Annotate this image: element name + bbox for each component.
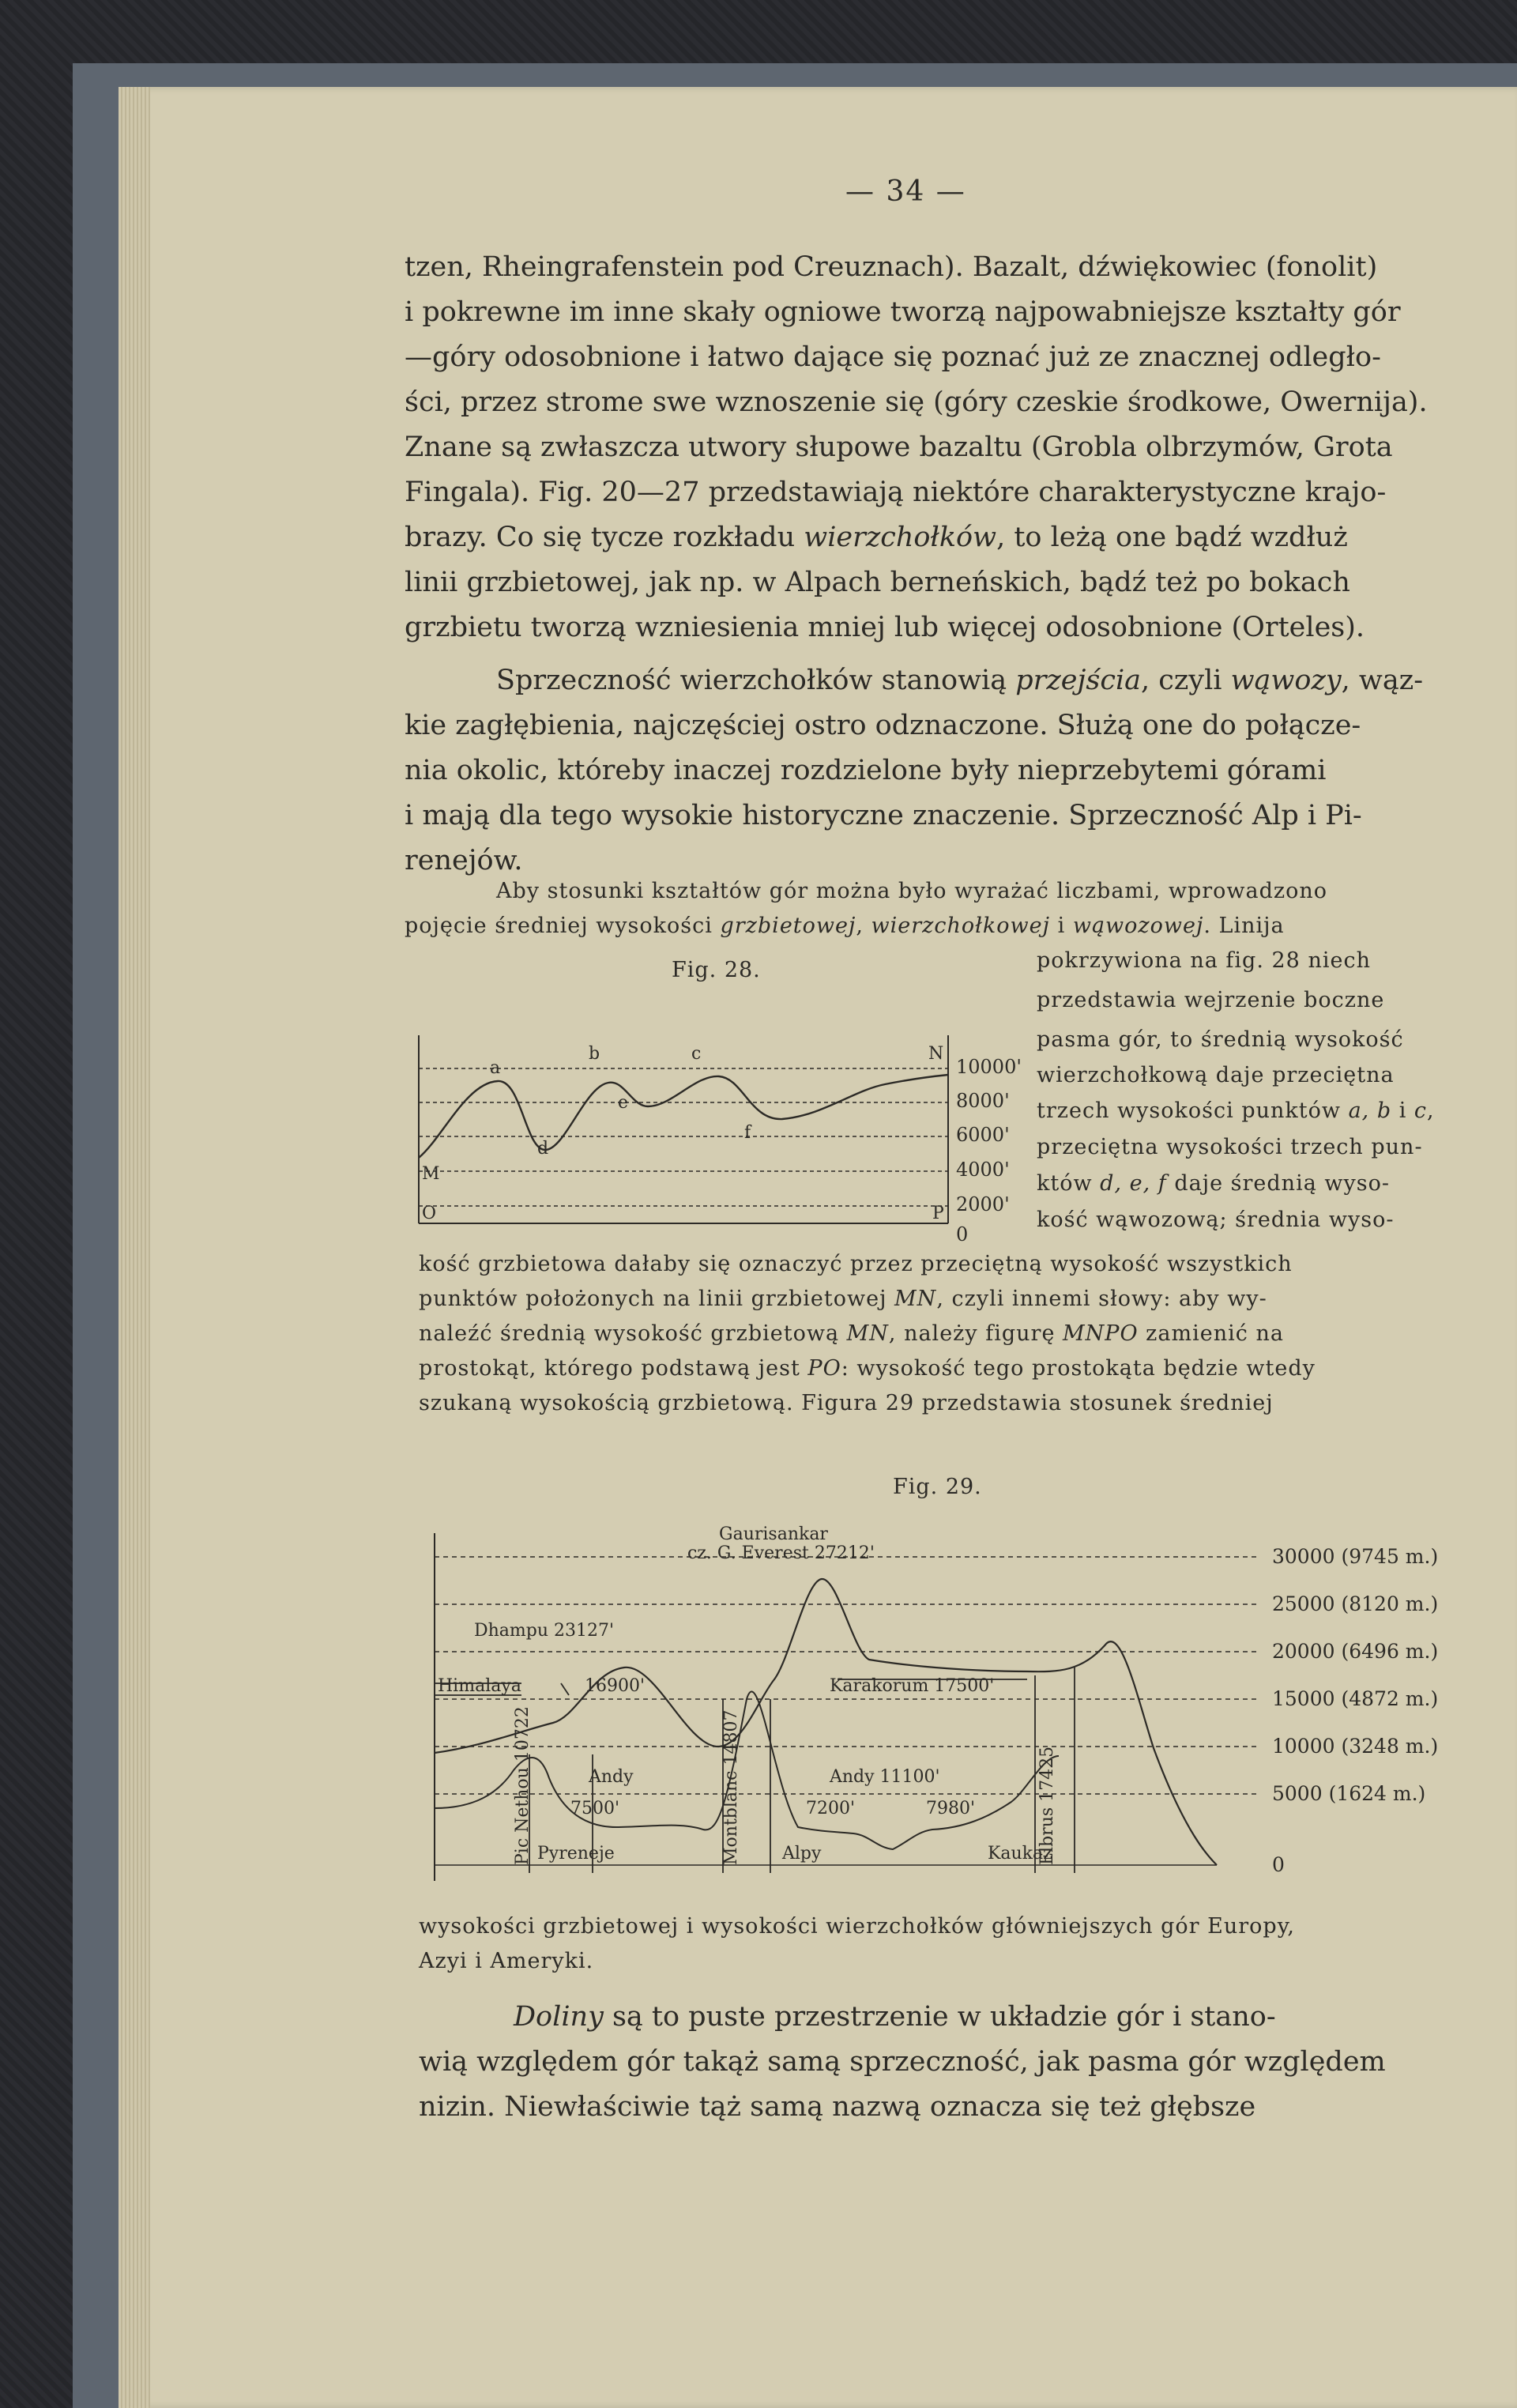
italic-term: c <box>1413 1098 1428 1123</box>
gaurisankar-label: Gaurisankar <box>719 1524 828 1544</box>
scale-label: 25000 (8120 m.) <box>1272 1592 1439 1615</box>
kaukaz-label: Kaukaz <box>988 1844 1052 1863</box>
scale-label: 10000' <box>956 1056 1022 1078</box>
text-run: naleźć średnią wysokość grzbietową <box>419 1321 847 1346</box>
paragraph-line: kie zagłębienia, najczęściej ostro odznaczone. Służą one do połącze- <box>405 710 1361 741</box>
italic-term: grzbietowej <box>720 914 856 938</box>
text-run: punktów położonych na linii grzbietowej <box>419 1287 895 1311</box>
elbrus-label: Elbrus 17425 <box>1037 1746 1057 1865</box>
paragraph-line: —góry odosobnione i łatwo dające się poznać już ze znacznej odległo- <box>405 341 1381 373</box>
paragraph-line <box>419 1321 1284 1346</box>
andy-label: Andy <box>589 1767 634 1787</box>
text-run: , <box>856 914 871 938</box>
italic-term: a, b <box>1348 1098 1392 1123</box>
point-c-label: c <box>691 1044 702 1064</box>
scale-label: 30000 (9745 m.) <box>1272 1545 1439 1568</box>
paragraph-line: pasma gór, to średnią wysokość <box>1037 1027 1404 1052</box>
paragraph-line: Azyi i Ameryki. <box>419 1949 594 1973</box>
paragraph-line: wią względem gór takąż samą sprzeczność, jak pasma gór względem <box>419 2046 1386 2078</box>
paragraph-line <box>405 914 1285 938</box>
italic-term: d, e, f <box>1100 1171 1167 1196</box>
text-run: , czyli innemi słowy: aby wy- <box>936 1287 1267 1311</box>
point-o-label: O <box>422 1204 437 1223</box>
point-d-label: d <box>537 1139 549 1159</box>
himalaya-label: Himalaya <box>438 1676 521 1696</box>
italic-term: MN <box>894 1287 937 1311</box>
text-run: i <box>1050 914 1073 938</box>
paragraph-line: ści, przez strome swe wznoszenie się (góry czeskie środkowe, Owernija). <box>405 386 1428 418</box>
text-run: trzech wysokości punktów <box>1037 1098 1349 1123</box>
text-run: : wysokość tego prostokąta będzie wtedy <box>841 1356 1316 1381</box>
scale-label: 15000 (4872 m.) <box>1272 1687 1439 1710</box>
paragraph-line <box>419 1287 1267 1311</box>
text-run: . Linija <box>1203 914 1285 938</box>
scale-label: 20000 (6496 m.) <box>1272 1640 1439 1663</box>
paragraph-line <box>405 515 1348 560</box>
text-run: pojęcie średniej wysokości <box>405 914 721 938</box>
h16900-label: 16900' <box>585 1676 646 1696</box>
fig28-caption: Fig. 28. <box>672 958 761 982</box>
paragraph-line <box>496 658 1423 703</box>
point-n-label: N <box>928 1044 944 1064</box>
paragraph-line: wysokości grzbietowej i wysokości wierzchołków główniejszych gór Europy, <box>419 1914 1295 1939</box>
italic-term: wierzchołkowej <box>871 914 1051 938</box>
point-b-label: b <box>589 1044 600 1064</box>
point-p-label: P <box>932 1204 944 1223</box>
paragraph-line: kość wąwozową; średnia wyso- <box>1037 1208 1395 1232</box>
paragraph-line: szukaną wysokością grzbietową. Figura 29 przedstawia stosunek średniej <box>419 1391 1274 1415</box>
italic-term: wąwozowej <box>1072 914 1204 938</box>
page-edges <box>119 87 150 2408</box>
italic-term: przejścia <box>1015 665 1141 696</box>
paragraph-line: nia okolic, któreby inaczej rozdzielone były nieprzebytemi górami <box>405 755 1327 786</box>
point-m-label: M <box>422 1164 440 1184</box>
text-run: , czyli <box>1141 665 1231 696</box>
scale-label: 4000' <box>956 1159 1010 1181</box>
paragraph-line: wierzchołkową daje przeciętna <box>1037 1063 1395 1087</box>
scale-label: 5000 (1624 m.) <box>1272 1782 1426 1805</box>
paragraph-line: przedstawia wejrzenie boczne <box>1037 988 1385 1012</box>
text-run: Sprzeczność wierzchołków stanowią <box>496 665 1016 696</box>
paragraph-line: nizin. Niewłaściwie tąż samą nazwą oznacza się też głębsze <box>419 2091 1256 2123</box>
point-a-label: a <box>490 1058 501 1078</box>
page-number: — 34 — <box>845 175 966 208</box>
paragraph-line: grzbietu tworzą wzniesienia mniej lub więcej odosobnione (Orteles). <box>405 612 1365 643</box>
paragraph-line: kość grzbietowa dałaby się oznaczyć przez przeciętną wysokość wszystkich <box>419 1252 1293 1276</box>
nethou-label: Pic Nethou 10722 <box>513 1706 533 1865</box>
p7980-label: 7980' <box>926 1799 976 1818</box>
paragraph-line: przeciętna wysokości trzech pun- <box>1037 1135 1423 1159</box>
scale-label: 0 <box>1272 1853 1285 1876</box>
paragraph-line: Aby stosunki kształtów gór można było wyrażać liczbami, wprowadzono <box>496 879 1328 903</box>
scale-label: 8000' <box>956 1090 1010 1112</box>
fig29-diagram <box>427 1517 1501 1889</box>
text-run: daje średnią wyso- <box>1166 1171 1390 1196</box>
text-run: i <box>1391 1098 1414 1123</box>
paragraph-line: Znane są zwłaszcza utwory słupowe bazaltu (Grobla olbrzymów, Grota <box>405 431 1393 463</box>
paragraph-line: i pokrewne im inne skały ogniowe tworzą najpowabniejsze kształty gór <box>405 296 1401 328</box>
scale-label: 10000 (3248 m.) <box>1272 1735 1439 1758</box>
paragraph-line: Fingala). Fig. 20—27 przedstawiają niektóre charakterystyczne krajo- <box>405 477 1387 508</box>
andy-11100-label: Andy 11100' <box>830 1767 940 1787</box>
dhampu-label: Dhampu 23127' <box>474 1621 615 1641</box>
italic-term: PO <box>807 1356 841 1381</box>
text-run: , <box>1427 1098 1435 1123</box>
text-run: , należy figurę <box>888 1321 1063 1346</box>
everest-label: cz. G. Everest 27212' <box>687 1543 875 1563</box>
pyreneje-label: Pyreneje <box>537 1844 615 1863</box>
italic-term: wąwozy <box>1230 665 1342 696</box>
italic-term: MNPO <box>1063 1321 1139 1346</box>
p7200-label: 7200' <box>806 1799 856 1818</box>
scale-label: 0 <box>956 1223 969 1245</box>
scale-label: 6000' <box>956 1124 1010 1146</box>
paragraph-line: i mają dla tego wysokie historyczne znaczenie. Sprzeczność Alp i Pi- <box>405 800 1362 831</box>
text-run: brazy. Co się tycze rozkładu <box>405 522 804 553</box>
scale-label: 2000' <box>956 1193 1010 1215</box>
italic-term: Doliny <box>514 2001 604 2033</box>
paragraph-line <box>1037 1098 1435 1123</box>
paragraph-line <box>514 1995 1276 2040</box>
paragraph-line: renejów. <box>405 845 523 876</box>
text-run: , to leżą one bądź wzdłuż <box>996 522 1348 553</box>
paragraph-line <box>419 1356 1316 1381</box>
p7500-label: 7500' <box>570 1799 620 1818</box>
italic-term: wierzchołków <box>804 522 997 553</box>
text-run: są to puste przestrzenie w układzie gór i stano- <box>603 2001 1276 2033</box>
ridge-profile <box>419 1075 948 1158</box>
text-run: zamienić na <box>1138 1321 1284 1346</box>
text-run: prostokąt, którego podstawą jest <box>419 1356 808 1381</box>
paragraph-line: tzen, Rheingrafenstein pod Creuznach). Bazalt, dźwiękowiec (fonolit) <box>405 251 1378 283</box>
paragraph-line <box>1037 1171 1390 1196</box>
point-f-label: f <box>744 1123 751 1143</box>
fig29-caption: Fig. 29. <box>893 1475 982 1499</box>
point-e-label: e <box>618 1093 629 1113</box>
text-run: , wąz- <box>1341 665 1424 696</box>
paragraph-line: pokrzywiona na fig. 28 niech <box>1037 948 1371 973</box>
karakorum-label: Karakorum 17500' <box>830 1676 995 1696</box>
alpy-label: Alpy <box>782 1844 822 1863</box>
montblanc-label: Montblanc 14807 <box>721 1709 741 1865</box>
text-run: któw <box>1037 1171 1101 1196</box>
fig28-diagram <box>411 1019 1022 1257</box>
italic-term: MN <box>846 1321 889 1346</box>
paragraph-line: linii grzbietowej, jak np. w Alpach berneńskich, bądź też po bokach <box>405 567 1350 598</box>
